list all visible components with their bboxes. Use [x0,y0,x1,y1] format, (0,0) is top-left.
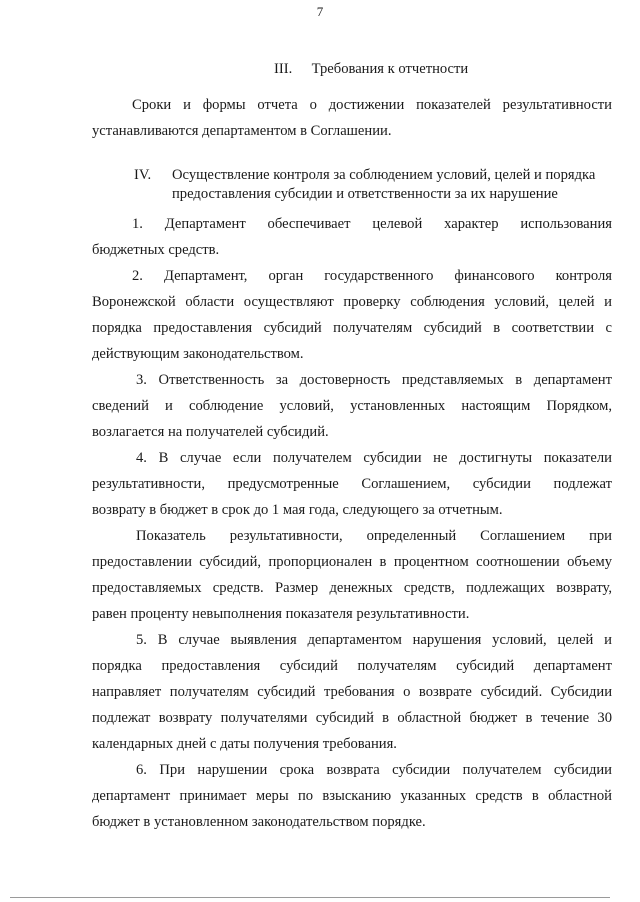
clause-5 [92,627,612,757]
paragraph-line: порядка предоставления субсидий получателям субсидий департамент [92,658,612,674]
paragraph-line: порядка предоставления субсидий получателям субсидий в соответствии с [92,320,612,336]
section-4-title-line-1: Осуществление контроля за соблюдением условий, целей и порядка [172,167,596,183]
clause-4-continuation [92,523,612,627]
paragraph-line: направляет получателям субсидий требования о возврате субсидий. Субсидии [92,684,612,700]
paragraph-line: подлежат возврату получателями субсидий в областной бюджет в течение 30 [92,710,612,726]
paragraph-line: Сроки и формы отчета о достижении показателей результативности [132,97,612,113]
section-4-title-line-2: предоставления субсидии и ответственности за их нарушение [172,186,558,202]
paragraph-line: равен проценту невыполнения показателя результативности. [92,606,470,622]
paragraph-line: бюджетных средств. [92,242,220,258]
clause-6 [92,757,612,835]
paragraph-line: 3. Ответственность за достоверность представляемых в департамент [136,372,612,388]
paragraph-line: сведений и соблюдение условий, установленных настоящим Порядком, [92,398,612,414]
paragraph-line: 5. В случае выявления департаментом нарушения условий, целей и [136,632,612,648]
section-3-numeral: III. [274,61,293,77]
clause-2 [92,263,612,367]
clause-1 [92,211,612,263]
paragraph-line: 6. При нарушении срока возврата субсидии получателем субсидии [136,762,612,778]
section-3-paragraph [92,92,612,144]
section-4-numeral: IV. [134,167,152,183]
paragraph-line: действующим законодательством. [92,346,304,362]
paragraph-line: 1. Департамент обеспечивает целевой характер использования [132,216,612,232]
paragraph-line: департамент принимает меры по взысканию указанных средств в областной [92,788,612,804]
paragraph-line: предоставлении субсидий, пропорционален в процентном соотношении объему [92,554,612,570]
page-number: 7 [316,4,324,19]
paragraph-line: возврату в бюджет в срок до 1 мая года, следующего за отчетным. [92,502,503,518]
paragraph-line: календарных дней с даты получения требования. [92,736,397,752]
paragraph-line: Воронежской области осуществляют проверку соблюдения условий, целей и [92,294,612,310]
clause-3 [92,367,612,445]
paragraph-line: предоставляемых средств. Размер денежных средств, подлежащих возврату, [92,580,612,596]
paragraph-line: устанавливаются департаментом в Соглашении. [92,123,392,139]
clause-4 [92,445,612,523]
scan-edge-divider [10,897,610,898]
paragraph-line: 4. В случае если получателем субсидии не достигнуты показатели [136,450,612,466]
section-3-heading [274,61,468,78]
paragraph-line: бюджет в установленном законодательством порядке. [92,814,426,830]
section-3-title: Требования к отчетности [311,61,469,77]
paragraph-line: Показатель результативности, определенный Соглашением при [136,528,612,544]
paragraph-line: результативности, предусмотренные Соглашением, субсидии подлежат [92,476,612,492]
paragraph-line: 2. Департамент, орган государственного финансового контроля [132,268,612,284]
paragraph-line: возлагается на получателей субсидий. [92,424,329,440]
